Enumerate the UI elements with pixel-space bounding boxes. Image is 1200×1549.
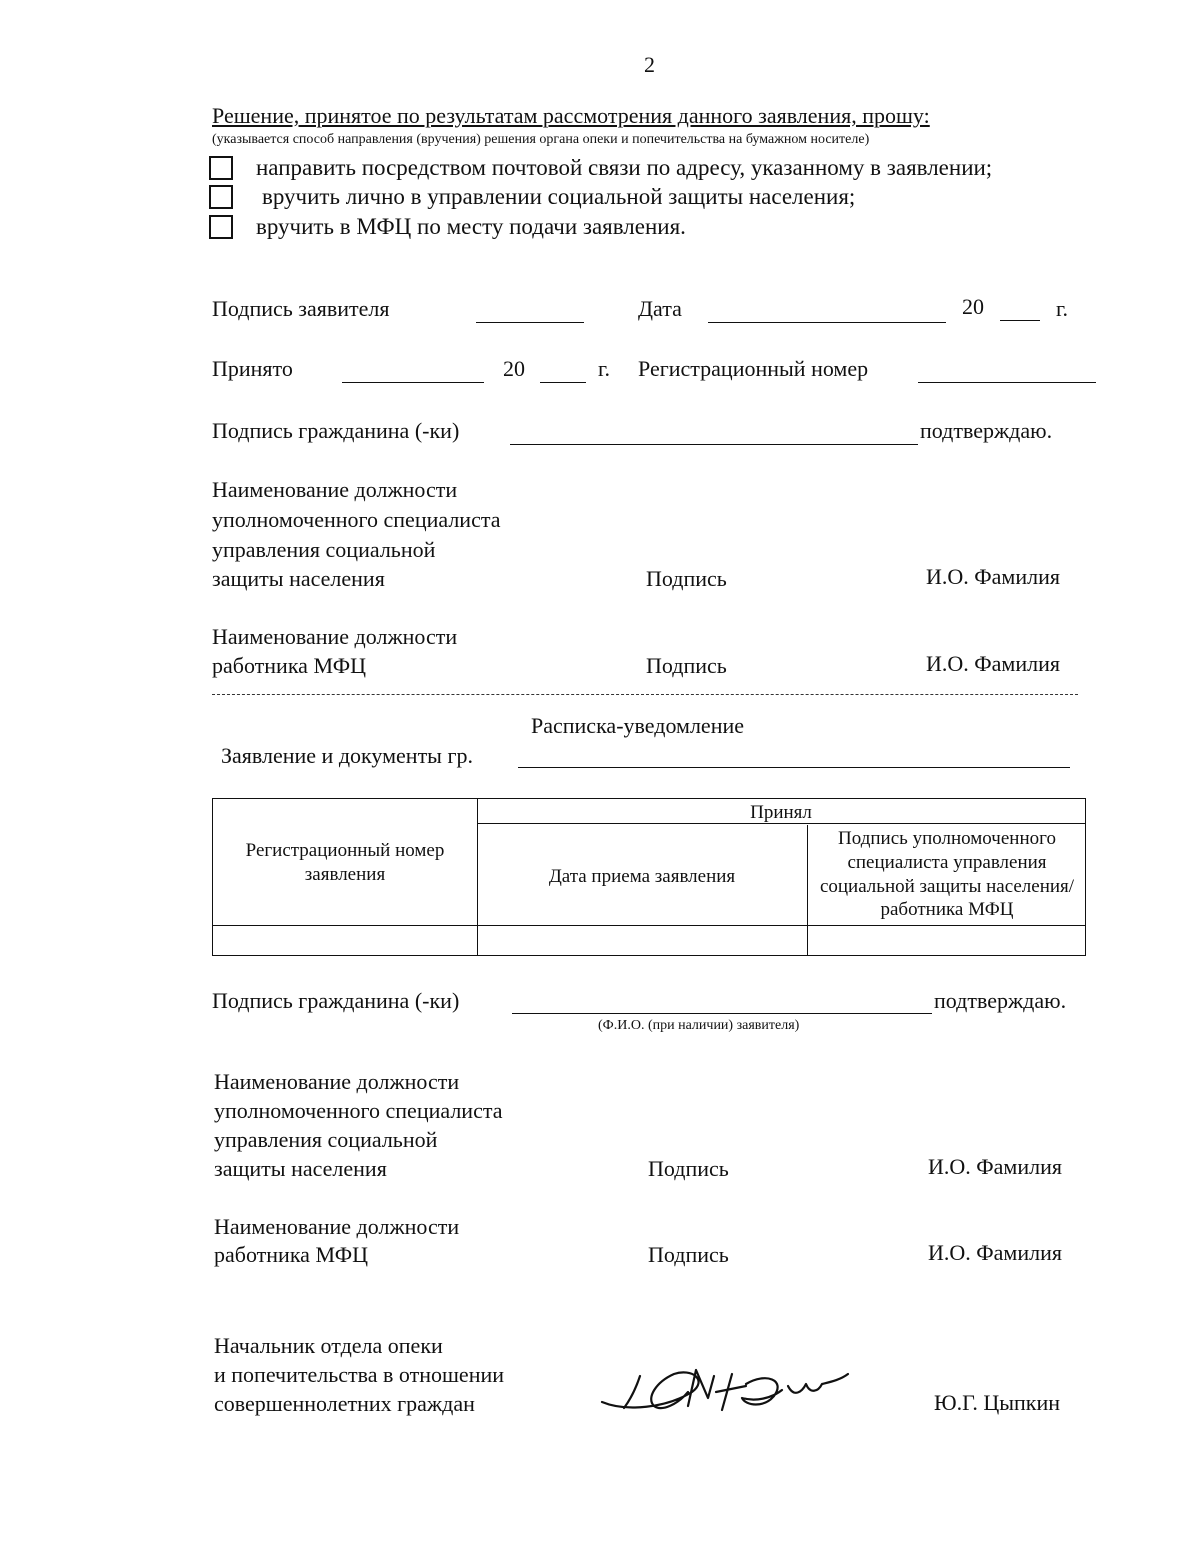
mfc-title-line-2: работника МФЦ: [212, 653, 366, 678]
accepted-year-line[interactable]: [540, 382, 586, 383]
specialist-name: И.О. Фамилия: [926, 564, 1060, 589]
decision-note: (указывается способ направления (вручения) решения органа опеки и попечительства на бумажном носителе): [212, 132, 870, 147]
receipt-docs-label: Заявление и документы гр.: [221, 743, 473, 768]
head-title-line-3: совершеннолетних граждан: [214, 1391, 475, 1416]
receipt-citizen-signature-label: Подпись гражданина (-ки): [212, 988, 460, 1013]
receipt-citizen-confirm: подтверждаю.: [934, 988, 1067, 1013]
head-name: Ю.Г. Цыпкин: [934, 1390, 1061, 1415]
table-cell-signature[interactable]: [807, 927, 1085, 955]
mfc-name: И.О. Фамилия: [926, 651, 1060, 676]
page-number: 2: [644, 52, 655, 77]
specialist-signature: Подпись: [646, 566, 727, 591]
table-header-signature: Подпись уполномоченного специалиста управления социальной защиты населения/работника МФЦ: [819, 828, 1075, 921]
table-header-date: Дата приема заявления: [548, 866, 736, 887]
receipt-mfc-title-line-2: работника МФЦ: [214, 1242, 368, 1267]
head-title-line-1: Начальник отдела опеки: [214, 1333, 443, 1358]
applicant-signature-label: Подпись заявителя: [212, 296, 390, 321]
accepted-label: Принято: [212, 356, 293, 381]
citizen-confirm: подтверждаю.: [920, 418, 1053, 443]
receipt-docs-line[interactable]: [518, 767, 1070, 768]
table-cell-date[interactable]: [477, 927, 807, 955]
receipt-specialist-name: И.О. Фамилия: [928, 1154, 1062, 1179]
receipt-fio-note: (Ф.И.О. (при наличии) заявителя): [598, 1018, 800, 1033]
receipt-mfc-name: И.О. Фамилия: [928, 1240, 1062, 1265]
receipt-mfc-title-line-1: Наименование должности: [214, 1214, 460, 1239]
citizen-signature-label: Подпись гражданина (-ки): [212, 418, 460, 443]
accepted-year-suffix: г.: [598, 356, 611, 381]
receipt-specialist-title-line-1: Наименование должности: [214, 1069, 460, 1094]
receipt-table: [212, 798, 1086, 956]
table-header-reg-number: Регистрационный номер заявления: [245, 840, 445, 885]
receipt-citizen-signature-line[interactable]: [512, 1013, 932, 1014]
specialist-title-line-3: управления социальной: [212, 537, 436, 562]
cut-line: [212, 694, 1078, 695]
option-mfc-checkbox[interactable]: [209, 215, 233, 239]
mfc-title-line-1: Наименование должности: [212, 624, 458, 649]
option-mfc-label: вручить в МФЦ по месту подачи заявления.: [256, 214, 686, 239]
table-cell-reg-number[interactable]: [213, 927, 477, 955]
applicant-signature-line[interactable]: [476, 322, 584, 323]
receipt-specialist-title-line-4: защиты населения: [214, 1156, 387, 1181]
head-title-line-2: и попечительства в отношении: [214, 1362, 505, 1387]
option-post-label: направить посредством почтовой связи по адресу, указанному в заявлении;: [256, 155, 993, 180]
specialist-title-line-4: защиты населения: [212, 566, 385, 591]
option-post-checkbox[interactable]: [209, 156, 233, 180]
reg-number-line[interactable]: [918, 382, 1096, 383]
date-line[interactable]: [708, 322, 946, 323]
option-in-person-checkbox[interactable]: [209, 185, 233, 209]
citizen-signature-line[interactable]: [510, 444, 918, 445]
receipt-specialist-title-line-3: управления социальной: [214, 1127, 438, 1152]
receipt-specialist-signature: Подпись: [648, 1156, 729, 1181]
date-label: Дата: [638, 296, 682, 321]
accepted-date-line[interactable]: [342, 382, 484, 383]
option-in-person-label: вручить лично в управлении социальной защиты населения;: [262, 184, 856, 209]
receipt-title: Расписка-уведомление: [531, 713, 745, 738]
handwritten-signature: [596, 1362, 854, 1418]
mfc-signature: Подпись: [646, 653, 727, 678]
receipt-mfc-signature: Подпись: [648, 1242, 729, 1267]
date-year-suffix: г.: [1056, 296, 1069, 321]
table-header-accepted: Принял: [750, 802, 812, 823]
specialist-title-line-1: Наименование должности: [212, 477, 458, 502]
receipt-specialist-title-line-2: уполномоченного специалиста: [214, 1098, 503, 1123]
accepted-year-prefix: 20: [503, 356, 525, 381]
date-year-prefix: 20: [962, 294, 984, 319]
table-divider: [213, 925, 1085, 926]
decision-heading: Решение, принятое по результатам рассмотрения данного заявления, прошу:: [212, 103, 930, 128]
specialist-title-line-2: уполномоченного специалиста: [212, 507, 501, 532]
reg-number-label: Регистрационный номер: [638, 356, 869, 381]
date-year-line[interactable]: [1000, 320, 1040, 321]
